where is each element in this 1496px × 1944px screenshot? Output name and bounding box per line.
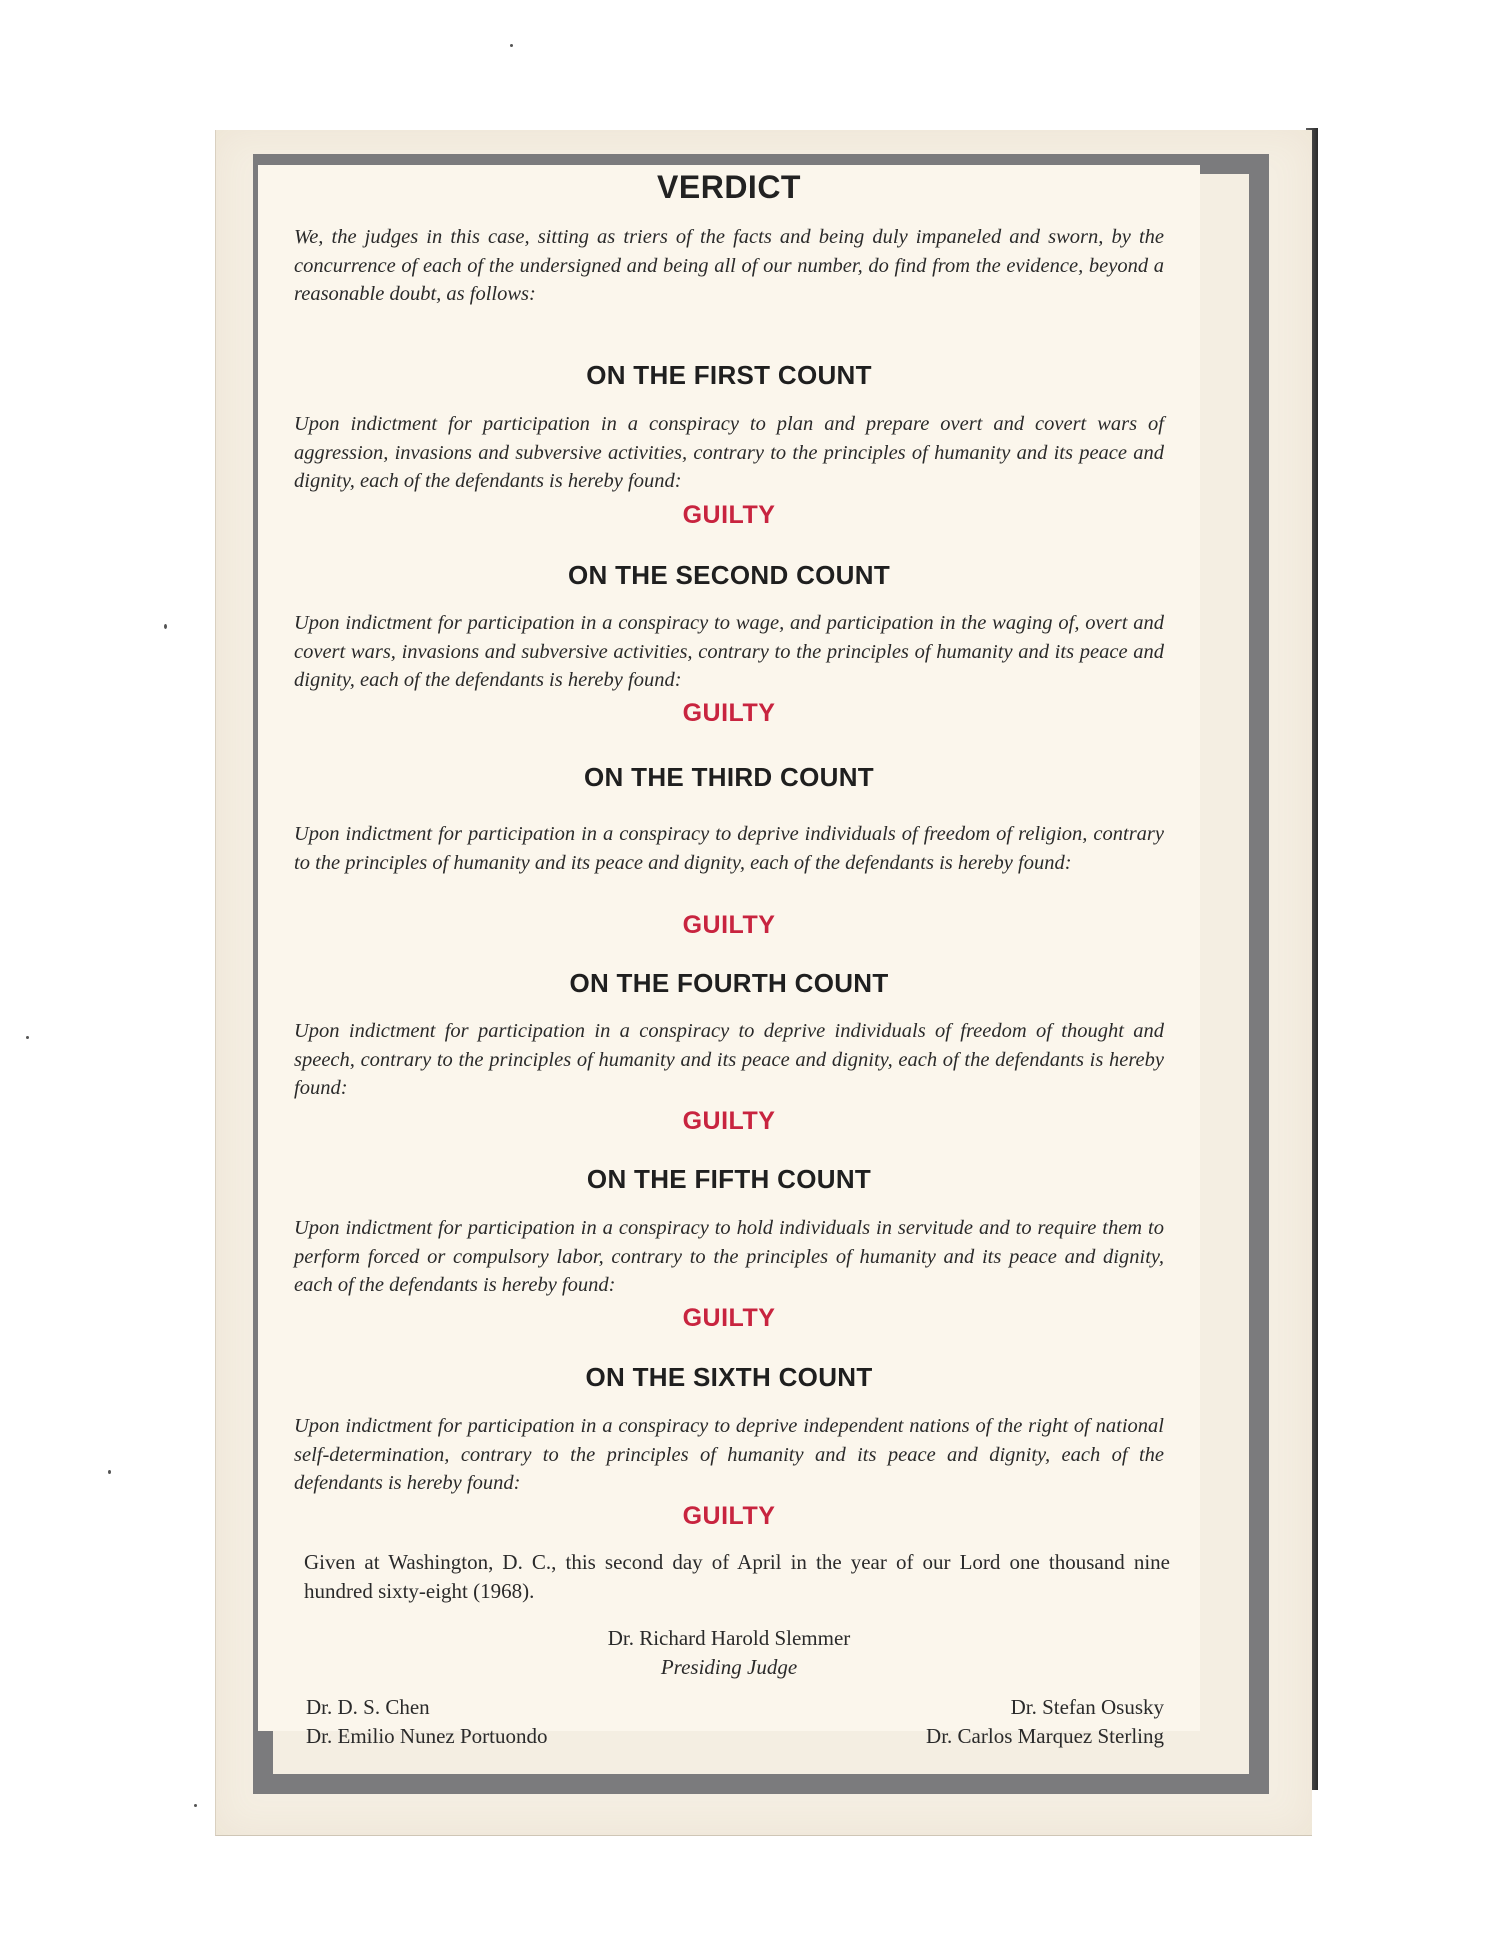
signatures-right: [926, 1693, 1164, 1751]
count-2-text: Upon indictment for participation in a conspiracy to wage, and participation in the waging of, overt and covert wars, invasions and subversive activities, contrary to the principles of humanity and its peace and dignity, each of the defendants is hereby found:: [294, 612, 1164, 691]
count-1-verdict: GUILTY: [682, 501, 776, 529]
given-statement: Given at Washington, D. C., this second day of April in the year of our Lord one thousand nine hundred sixty-eight (1968).: [304, 1550, 1170, 1603]
count-5-text: Upon indictment for participation in a conspiracy to hold individuals in servitude and to require them to perform forced or compulsory labor, contrary to the principles of humanity and its peace and dignity, each of the defendants is hereby found:: [294, 1217, 1164, 1296]
presiding-judge-signature: [258, 1624, 1200, 1682]
count-2-heading: ON THE SECOND COUNT: [567, 560, 891, 590]
dust-speck: [510, 44, 513, 47]
count-4-text: Upon indictment for participation in a conspiracy to deprive individuals of freedom of thought and speech, contrary to the principles of humanity and its peace and dignity, each of the defendants is hereby found:: [294, 1020, 1164, 1099]
count-3-verdict: GUILTY: [682, 911, 776, 939]
dust-speck: [108, 1470, 111, 1474]
dust-speck: [26, 1036, 29, 1039]
signature-name: Dr. Emilio Nunez Portuondo: [306, 1724, 548, 1748]
verdict-content: [258, 165, 1200, 1748]
count-1-heading: ON THE FIRST COUNT: [586, 360, 872, 390]
presiding-judge-name: Dr. Richard Harold Slemmer: [607, 1626, 851, 1650]
dust-speck: [194, 1804, 197, 1807]
intro-paragraph: We, the judges in this case, sitting as triers of the facts and being duly impaneled and sworn, by the concurrence of each of the undersigned and being all of our number, do find from the evidence, beyond a reasonable doubt, as follows:: [294, 226, 1164, 305]
count-5-verdict: GUILTY: [682, 1304, 776, 1332]
count-3-text: Upon indictment for participation in a conspiracy to deprive individuals of freedom of religion, contrary to the principles of humanity and its peace and dignity, each of the defendants is hereby found:: [294, 823, 1164, 874]
verdict-title: VERDICT: [657, 169, 801, 205]
count-3-heading: ON THE THIRD COUNT: [584, 762, 874, 792]
dust-speck: [164, 624, 167, 629]
count-5-heading: ON THE FIFTH COUNT: [586, 1164, 872, 1194]
signatures-left: [306, 1693, 547, 1751]
signature-name: Dr. Carlos Marquez Sterling: [926, 1724, 1164, 1748]
signature-name: Dr. D. S. Chen: [306, 1695, 430, 1719]
count-6-heading: ON THE SIXTH COUNT: [585, 1362, 873, 1392]
count-6-verdict: GUILTY: [682, 1502, 776, 1530]
count-1-text: Upon indictment for participation in a conspiracy to plan and prepare overt and covert wars of aggression, invasions and subversive activities, contrary to the principles of humanity and its peace and dignity, each of the defendants is hereby found:: [294, 413, 1164, 492]
count-2-verdict: GUILTY: [682, 699, 776, 727]
signature-name: Dr. Stefan Osusky: [1010, 1695, 1164, 1719]
count-4-heading: ON THE FOURTH COUNT: [569, 968, 889, 998]
count-4-verdict: GUILTY: [682, 1107, 776, 1135]
presiding-judge-role: Presiding Judge: [660, 1655, 798, 1679]
count-6-text: Upon indictment for participation in a conspiracy to deprive independent nations of the right of national self-determination, contrary to the principles of humanity and its peace and dignity, each of the defendants is hereby found:: [294, 1415, 1164, 1494]
verdict-card: [215, 130, 1312, 1836]
